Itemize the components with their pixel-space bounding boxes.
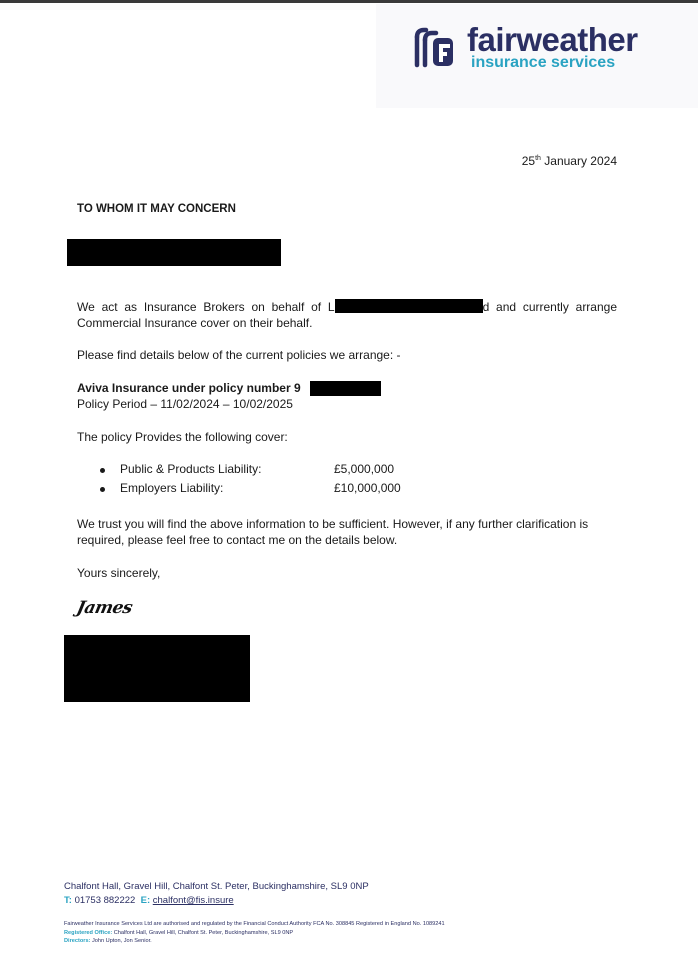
phone-label: T:: [64, 895, 72, 906]
fairweather-f-logo-icon: [414, 25, 458, 69]
cover-item-value: £10,000,000: [334, 481, 401, 495]
intro-suffix: d and currently arrange Commercial Insurance cover on their behalf.: [77, 300, 618, 330]
directors: [64, 938, 152, 944]
registered-office-address: Chalfont Hall, Gravel Hill, Chalfont St. Peter, Buckinghamshire, SL9 0NP: [113, 930, 294, 936]
redacted-client-name: [335, 299, 483, 313]
cover-item-value: £5,000,000: [334, 462, 395, 476]
date-suffix: th: [535, 155, 541, 162]
letter-date: [522, 154, 617, 168]
directors-label: Directors:: [64, 938, 91, 944]
email-link[interactable]: chalfont@fis.insure: [152, 895, 234, 906]
salutation: TO WHOM IT MAY CONCERN: [77, 203, 236, 215]
brand-name: fairweather: [467, 21, 638, 58]
bullet-icon: [100, 468, 105, 473]
intro-paragraph: [77, 299, 617, 331]
redacted-block: [67, 239, 281, 266]
redacted-signatory-block: [64, 635, 250, 702]
cover-intro: The policy Provides the following cover:: [77, 430, 288, 444]
policy-heading: [77, 381, 301, 395]
top-border: [0, 0, 698, 3]
email-label: E:: [140, 895, 151, 906]
date-day: 25: [521, 154, 536, 168]
phone-number: 01753 882222: [74, 895, 136, 906]
bullet-icon: [100, 487, 105, 492]
regulatory-statement: Fairweather Insurance Services Ltd are authorised and regulated by the Financial Conduct Authority FCA No. 308845 Registered in England No. 1089241: [64, 921, 445, 927]
brand-tagline: insurance services: [471, 54, 616, 71]
cover-item-name: Employers Liability:: [120, 481, 224, 495]
closing-paragraph: We trust you will find the above information to be sufficient. However, if any further clarification is required, please feel free to contact me on the details below.: [77, 517, 589, 547]
details-intro: Please find details below of the current policies we arrange: -: [77, 348, 401, 362]
date-month-year: January 2024: [540, 154, 617, 168]
directors-names: John Upton, Jon Senior.: [92, 938, 152, 944]
registered-office: [64, 930, 293, 936]
footer-address: Chalfont Hall, Gravel Hill, Chalfont St. Peter, Buckinghamshire, SL9 0NP: [64, 881, 369, 892]
policy-heading-text: Aviva Insurance under policy number 9: [77, 381, 301, 395]
sign-off: Yours sincerely,: [77, 566, 161, 580]
signature: James: [74, 598, 135, 618]
footer-contact: [64, 895, 234, 906]
redacted-policy-number: [310, 381, 381, 396]
policy-period: Policy Period – 11/02/2024 – 10/02/2025: [77, 397, 293, 411]
cover-item-name: Public & Products Liability:: [120, 462, 262, 476]
registered-office-label: Registered Office:: [64, 930, 113, 936]
intro-prefix: We act as Insurance Brokers on behalf of L: [77, 300, 335, 314]
